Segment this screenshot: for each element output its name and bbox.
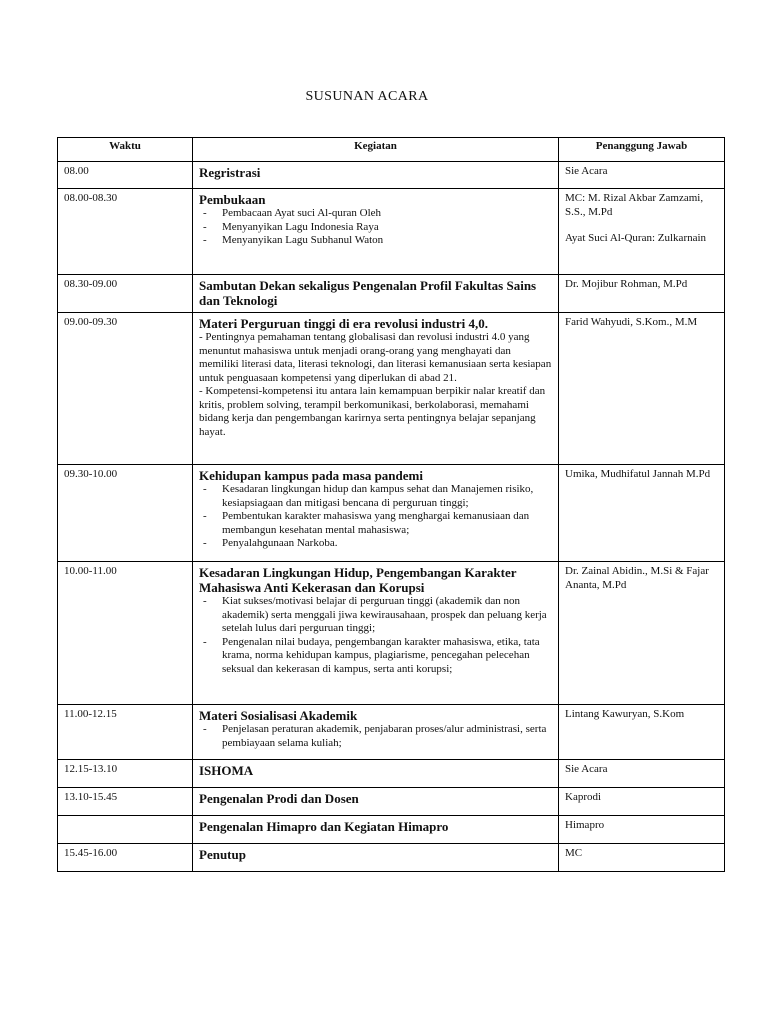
- activity-item: - Penyalahgunaan Narkoba.: [199, 537, 552, 551]
- activity-cell: [193, 189, 559, 275]
- activity-cell: [193, 562, 559, 705]
- activity-item-list: [199, 483, 552, 551]
- table-header-row: [58, 138, 725, 162]
- person-in-charge-cell: [559, 313, 725, 465]
- time-cell: [58, 816, 193, 844]
- person-in-charge: Dr. Zainal Abidin., M.Si & Fajar Ananta, M.Pd: [565, 565, 709, 591]
- person-in-charge: Himapro: [565, 819, 605, 831]
- activity-title: Kehidupan kampus pada masa pandemi: [199, 468, 423, 483]
- table-row: [58, 465, 725, 562]
- table-row: [58, 844, 725, 872]
- table-row: [58, 189, 725, 275]
- activity-item: - Penjelasan peraturan akademik, penjabaran proses/alur administrasi, serta pembiayaan selama kuliah;: [199, 723, 552, 750]
- person-in-charge: Dr. Mojibur Rohman, M.Pd: [565, 278, 688, 290]
- activity-title: Regristrasi: [199, 165, 261, 180]
- activity-cell: [193, 760, 559, 788]
- activity-title: Sambutan Dekan sekaligus Pengenalan Profil Fakultas Sains dan Teknologi: [199, 278, 537, 308]
- time-cell: 08.00: [58, 162, 193, 189]
- person-in-charge: MC: M. Rizal Akbar Zamzami, S.S., M.Pd: [565, 192, 704, 218]
- activity-cell: [193, 313, 559, 465]
- person-in-charge-cell: [559, 562, 725, 705]
- activity-title: Pengenalan Himapro dan Kegiatan Himapro: [199, 819, 449, 834]
- person-in-charge-cell: [559, 465, 725, 562]
- table-row: [58, 816, 725, 844]
- activity-title: Pengenalan Prodi dan Dosen: [199, 791, 359, 806]
- person-in-charge: Lintang Kawuryan, S.Kom: [565, 708, 685, 720]
- time-cell: 12.15-13.10: [58, 760, 193, 788]
- person-in-charge: Ayat Suci Al-Quran: Zulkarnain: [565, 232, 707, 244]
- activity-item: - Kesadaran lingkungan hidup dan kampus sehat dan Manajemen risiko, kesiapsiagaan dan mitigasi bencana di perguruan tinggi;: [199, 483, 552, 510]
- time-cell: 08.30-09.00: [58, 275, 193, 313]
- table-row: [58, 275, 725, 313]
- time-cell: 09.00-09.30: [58, 313, 193, 465]
- activity-title: Penutup: [199, 847, 246, 862]
- person-in-charge: Farid Wahyudi, S.Kom., M.M: [565, 316, 698, 328]
- activity-description: - Pentingnya pemahaman tentang globalisasi dan revolusi industri 4.0 yang menuntut mahasiswa untuk menjadi orang-orang yang menghayati dan memiliki literasi data, literasi teknologi, dan literasi kemanusiaan serta kesiapan untuk penguasaan kompetensi yang diperlukan di abad 21.: [199, 331, 552, 384]
- activity-cell: [193, 465, 559, 562]
- table-row: [58, 562, 725, 705]
- activity-item: - Pembentukan karakter mahasiswa yang menghargai kemanusiaan dan membangun kesehatan mental mahasiswa;: [199, 510, 552, 537]
- activity-cell: [193, 788, 559, 816]
- time-cell: 08.00-08.30: [58, 189, 193, 275]
- person-in-charge-cell: [559, 844, 725, 872]
- time-cell: 10.00-11.00: [58, 562, 193, 705]
- person-in-charge-cell: [559, 788, 725, 816]
- activity-title: Pembukaan: [199, 192, 266, 207]
- table-row: [58, 162, 725, 189]
- activity-title: ISHOMA: [199, 763, 254, 778]
- activity-item-list: [199, 723, 552, 750]
- activity-item-list: [199, 207, 552, 248]
- schedule-table: [57, 137, 725, 872]
- activity-cell: [193, 816, 559, 844]
- document-title: SUSUNAN ACARA: [305, 89, 429, 104]
- activity-item: - Pengenalan nilai budaya, pengembangan karakter mahasiswa, etika, tata krama, norma kehidupan kampus, plagiarisme, pencegahan pelecehan seksual dan kekerasan di kampus, serta anti korupsi;: [199, 636, 552, 677]
- person-in-charge: Kaprodi: [565, 791, 602, 803]
- activity-item: - Menyanyikan Lagu Indonesia Raya: [199, 221, 552, 235]
- person-in-charge-cell: [559, 189, 725, 275]
- activity-item: - Pembacaan Ayat suci Al-quran Oleh: [199, 207, 552, 221]
- activity-cell: [193, 844, 559, 872]
- activity-item: - Menyanyikan Lagu Subhanul Waton: [199, 234, 552, 248]
- person-in-charge-cell: [559, 760, 725, 788]
- table-row: [58, 313, 725, 465]
- table-row: [58, 760, 725, 788]
- time-cell: 11.00-12.15: [58, 705, 193, 760]
- person-in-charge: Umika, Mudhifatul Jannah M.Pd: [565, 468, 711, 480]
- activity-title: Materi Sosialisasi Akademik: [199, 708, 358, 723]
- header-kegiatan: Kegiatan: [193, 138, 559, 162]
- activity-title: Materi Perguruan tinggi di era revolusi industri 4,0.: [199, 316, 488, 331]
- activity-item: - Kiat sukses/motivasi belajar di perguruan tinggi (akademik dan non akademik) serta menggali jiwa kewirausahaan, prospek dan peluang kerja setelah lulus dari perguruan tinggi;: [199, 595, 552, 636]
- person-in-charge: MC: [565, 847, 583, 859]
- person-in-charge: Sie Acara: [565, 165, 608, 177]
- header-penanggung-jawab: Penanggung Jawab: [559, 138, 725, 162]
- activity-cell: [193, 705, 559, 760]
- activity-title: Kesadaran Lingkungan Hidup, Pengembangan Karakter Mahasiswa Anti Kekerasan dan Korupsi: [199, 565, 517, 595]
- person-in-charge-cell: [559, 816, 725, 844]
- person-in-charge: Sie Acara: [565, 763, 608, 775]
- activity-item-list: [199, 595, 552, 676]
- activity-cell: [193, 275, 559, 313]
- time-cell: 09.30-10.00: [58, 465, 193, 562]
- time-cell: 13.10-15.45: [58, 788, 193, 816]
- person-in-charge-cell: [559, 275, 725, 313]
- activity-cell: [193, 162, 559, 189]
- time-cell: 15.45-16.00: [58, 844, 193, 872]
- table-row: [58, 705, 725, 760]
- spacer: [565, 219, 718, 232]
- table-row: [58, 788, 725, 816]
- activity-description: - Kompetensi-kompetensi itu antara lain kemampuan berpikir nalar kreatif dan kritis, problem solving, terampil berkomunikasi, berkolaborasi, memahami bidang kerja dan pengembangan karirnya serta pentingnya belajar sepanjang hayat.: [199, 385, 546, 438]
- person-in-charge-cell: [559, 162, 725, 189]
- header-waktu: Waktu: [58, 138, 193, 162]
- person-in-charge-cell: [559, 705, 725, 760]
